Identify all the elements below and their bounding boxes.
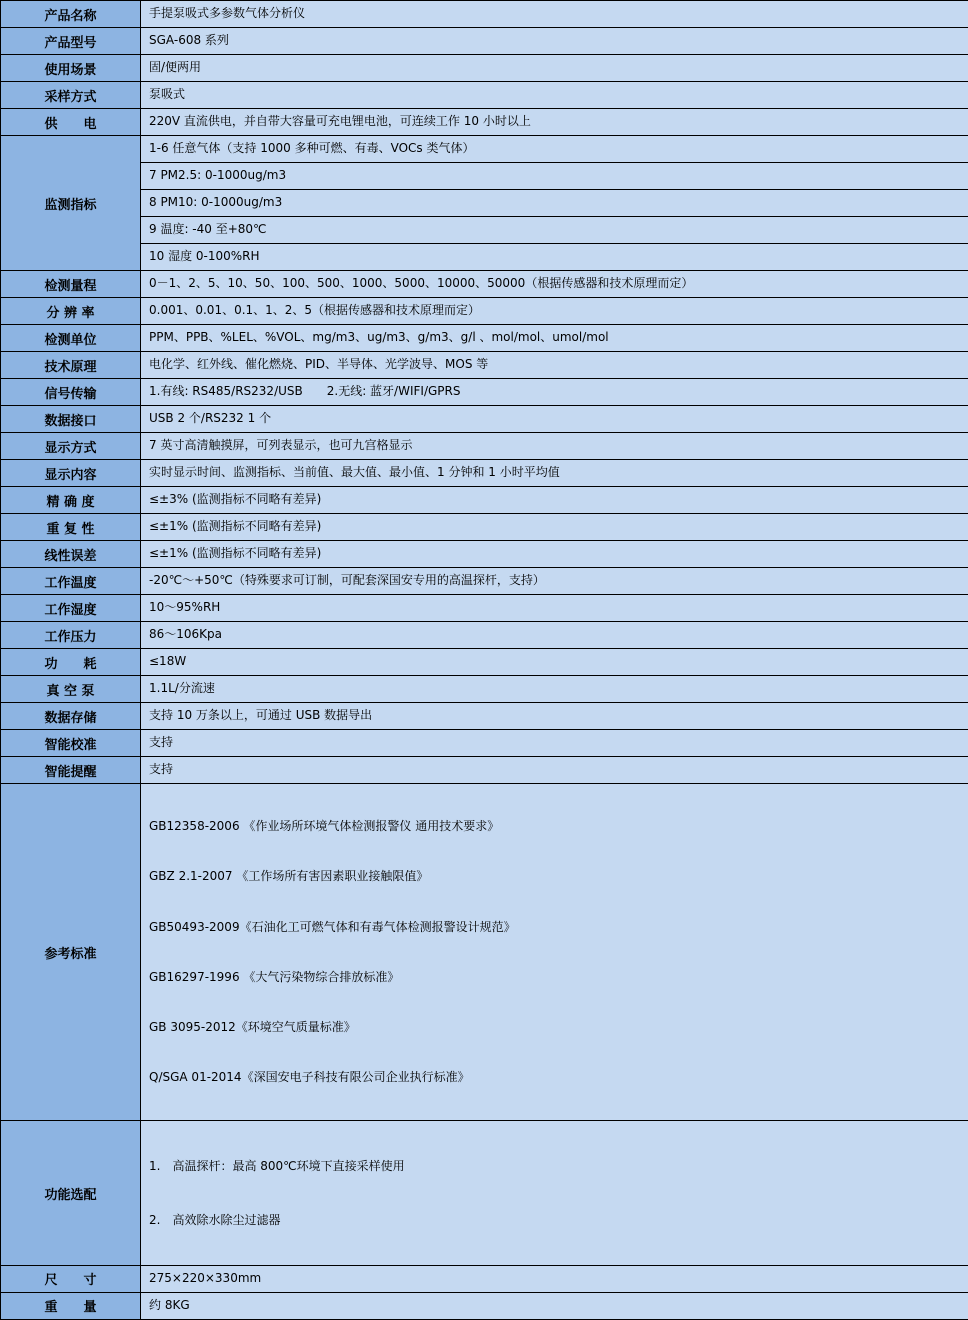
spec-label: 尺 寸 xyxy=(1,1265,141,1292)
row-working-humidity xyxy=(1,595,968,622)
spec-value: 电化学、红外线、催化燃烧、PID、半导体、光学波导、MOS 等 xyxy=(141,352,968,379)
row-vacuum-pump xyxy=(1,676,968,703)
spec-value: 支持 xyxy=(141,730,968,757)
spec-label: 产品型号 xyxy=(1,28,141,55)
spec-value: 220V 直流供电，并自带大容量可充电锂电池，可连续工作 10 小时以上 xyxy=(141,109,968,136)
spec-value: 1-6 任意气体（支持 1000 多种可燃、有毒、VOCs 类气体） xyxy=(141,136,968,163)
row-signal-transmission xyxy=(1,379,968,406)
spec-label: 智能提醒 xyxy=(1,757,141,784)
row-data-interface xyxy=(1,406,968,433)
spec-label: 显示内容 xyxy=(1,460,141,487)
spec-label: 监测指标 xyxy=(1,136,141,271)
spec-label: 智能校准 xyxy=(1,730,141,757)
row-monitoring-indicators-sub xyxy=(1,163,968,190)
row-usage-scene xyxy=(1,55,968,82)
spec-label: 显示方式 xyxy=(1,433,141,460)
standard-line: GBZ 2.1-2007 《工作场所有害因素职业接触限值》 xyxy=(149,867,962,886)
spec-label: 重 复 性 xyxy=(1,514,141,541)
row-power-supply xyxy=(1,109,968,136)
spec-value: 275×220×330mm xyxy=(141,1265,968,1292)
spec-value xyxy=(141,784,968,1121)
spec-label: 线性误差 xyxy=(1,541,141,568)
spec-value: 泵吸式 xyxy=(141,82,968,109)
spec-value: 7 PM2.5: 0-1000ug/m3 xyxy=(141,163,968,190)
row-display-content xyxy=(1,460,968,487)
row-display-mode xyxy=(1,433,968,460)
standard-line: GB 3095-2012《环境空气质量标准》 xyxy=(149,1018,962,1037)
spec-label: 数据存储 xyxy=(1,703,141,730)
row-monitoring-indicators-sub xyxy=(1,217,968,244)
spec-label: 工作湿度 xyxy=(1,595,141,622)
row-repeatability xyxy=(1,514,968,541)
spec-value: 10 湿度 0-100%RH xyxy=(141,244,968,271)
spec-value: 9 温度: -40 至+80℃ xyxy=(141,217,968,244)
spec-value: 实时显示时间、监测指标、当前值、最大值、最小值、1 分钟和 1 小时平均值 xyxy=(141,460,968,487)
spec-value: -20℃～+50℃（特殊要求可订制，可配套深国安专用的高温探杆，支持） xyxy=(141,568,968,595)
spec-value: 0－1、2、5、10、50、100、500、1000、5000、10000、50000（根据传感器和技术原理而定） xyxy=(141,271,968,298)
row-optional-features xyxy=(1,1121,968,1266)
row-monitoring-indicators xyxy=(1,136,968,163)
row-smart-calibration xyxy=(1,730,968,757)
spec-label: 工作压力 xyxy=(1,622,141,649)
spec-label: 功 耗 xyxy=(1,649,141,676)
option-line: 1. 高温探杆：最高 800℃环境下直接采样使用 xyxy=(149,1155,962,1178)
row-working-pressure xyxy=(1,622,968,649)
standard-line: GB50493-2009《石油化工可燃气体和有毒气体检测报警设计规范》 xyxy=(149,918,962,937)
spec-value: 约 8KG xyxy=(141,1292,968,1319)
spec-value: PPM、PPB、%LEL、%VOL、mg/m3、ug/m3、g/m3、g/l 、mol/mol、umol/mol xyxy=(141,325,968,352)
spec-value: ≤±3% (监测指标不同略有差异) xyxy=(141,487,968,514)
spec-label: 工作温度 xyxy=(1,568,141,595)
spec-value: 1.1L/分流速 xyxy=(141,676,968,703)
row-product-model xyxy=(1,28,968,55)
spec-value: ≤18W xyxy=(141,649,968,676)
spec-value: SGA-608 系列 xyxy=(141,28,968,55)
spec-value xyxy=(141,1121,968,1266)
spec-label: 技术原理 xyxy=(1,352,141,379)
spec-value: 1.有线: RS485/RS232/USB 2.无线: 蓝牙/WIFI/GPRS xyxy=(141,379,968,406)
row-resolution xyxy=(1,298,968,325)
row-power-consumption xyxy=(1,649,968,676)
row-weight xyxy=(1,1292,968,1319)
row-sampling-method xyxy=(1,82,968,109)
row-working-temperature xyxy=(1,568,968,595)
row-detection-unit xyxy=(1,325,968,352)
row-accuracy xyxy=(1,487,968,514)
spec-label: 检测量程 xyxy=(1,271,141,298)
row-reference-standards xyxy=(1,784,968,1121)
spec-value: 10～95%RH xyxy=(141,595,968,622)
row-data-storage xyxy=(1,703,968,730)
row-monitoring-indicators-sub xyxy=(1,244,968,271)
spec-label: 功能选配 xyxy=(1,1121,141,1266)
spec-label: 分 辨 率 xyxy=(1,298,141,325)
spec-value: 支持 10 万条以上，可通过 USB 数据导出 xyxy=(141,703,968,730)
spec-value: 固/便两用 xyxy=(141,55,968,82)
row-product-name xyxy=(1,1,968,28)
spec-value: 手提泵吸式多参数气体分析仪 xyxy=(141,1,968,28)
option-line: 2. 高效除水除尘过滤器 xyxy=(149,1209,962,1232)
spec-label: 参考标准 xyxy=(1,784,141,1121)
row-monitoring-indicators-sub xyxy=(1,190,968,217)
row-linearity-error xyxy=(1,541,968,568)
spec-value: 8 PM10: 0-1000ug/m3 xyxy=(141,190,968,217)
spec-label: 数据接口 xyxy=(1,406,141,433)
spec-value: USB 2 个/RS232 1 个 xyxy=(141,406,968,433)
spec-value: 0.001、0.01、0.1、1、2、5（根据传感器和技术原理而定） xyxy=(141,298,968,325)
spec-label: 精 确 度 xyxy=(1,487,141,514)
row-technical-principle xyxy=(1,352,968,379)
spec-label: 采样方式 xyxy=(1,82,141,109)
spec-label: 信号传输 xyxy=(1,379,141,406)
spec-value: ≤±1% (监测指标不同略有差异) xyxy=(141,514,968,541)
spec-label: 重 量 xyxy=(1,1292,141,1319)
row-detection-range xyxy=(1,271,968,298)
row-dimensions xyxy=(1,1265,968,1292)
spec-value: ≤±1% (监测指标不同略有差异) xyxy=(141,541,968,568)
spec-value: 86～106Kpa xyxy=(141,622,968,649)
spec-label: 使用场景 xyxy=(1,55,141,82)
spec-label: 产品名称 xyxy=(1,1,141,28)
spec-value: 7 英寸高清触摸屏，可列表显示，也可九宫格显示 xyxy=(141,433,968,460)
spec-value: 支持 xyxy=(141,757,968,784)
spec-label: 检测单位 xyxy=(1,325,141,352)
row-smart-reminder xyxy=(1,757,968,784)
spec-label: 供 电 xyxy=(1,109,141,136)
spec-label: 真 空 泵 xyxy=(1,676,141,703)
standard-line: Q/SGA 01-2014《深国安电子科技有限公司企业执行标准》 xyxy=(149,1068,962,1087)
standard-line: GB12358-2006 《作业场所环境气体检测报警仪 通用技术要求》 xyxy=(149,817,962,836)
standard-line: GB16297-1996 《大气污染物综合排放标准》 xyxy=(149,968,962,987)
